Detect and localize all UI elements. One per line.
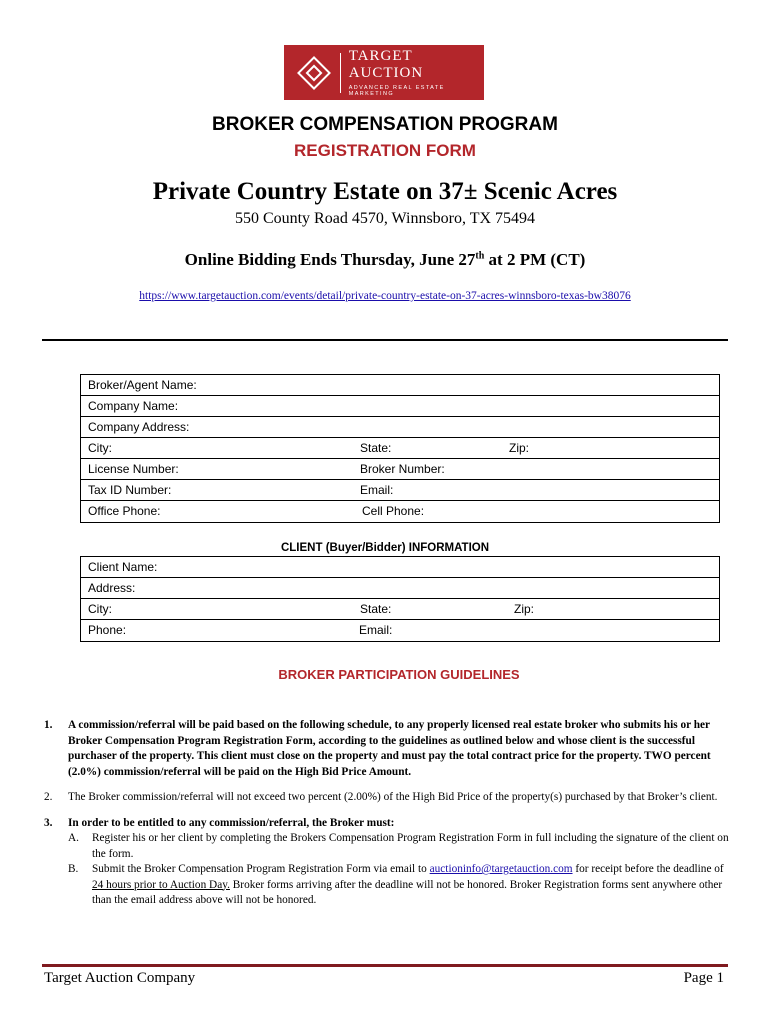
form-heading: REGISTRATION FORM [294,141,476,160]
guidelines-heading: BROKER PARTICIPATION GUIDELINES [278,667,520,682]
table-row [81,599,719,620]
guideline-item-3 [44,816,729,909]
logo-divider [340,53,341,93]
license-number-label: License Number: [88,462,179,476]
item-number: 1. [44,719,53,731]
guidelines-list [44,718,729,919]
tax-id-label: Tax ID Number: [88,483,172,497]
client-address-label: Address: [88,581,136,595]
logo-text [349,48,484,97]
table-row [81,501,719,522]
bidding-end [0,250,770,270]
table-row [81,578,719,599]
broker-number-label: Broker Number: [360,462,445,476]
property-title: Private Country Estate on 37± Scenic Acres [152,178,618,205]
bidding-sup: th [475,250,485,262]
sub-text-part-1: Submit the Broker Compensation Program Registration Form via email to [92,863,430,875]
client-email-label: Email: [359,623,393,637]
item-text: In order to be entitled to any commission/referral, the Broker must: [68,816,395,829]
table-row [81,396,719,417]
city-label: City: [88,441,112,455]
bidding-prefix: Online Bidding Ends Thursday, June 27 [184,250,476,269]
logo-title: TARGET AUCTION [348,48,424,81]
table-row [81,620,719,641]
client-city-label: City: [88,602,112,616]
diamond-logo-icon [296,55,330,91]
state-label: State: [360,441,392,455]
table-row [81,375,719,396]
table-row [81,459,719,480]
sub-text-part-3: Broker forms arriving after the deadline will not be honored. Broker Registration forms sent anywhere other than the email address above will not be honored. [92,878,723,906]
program-heading: BROKER COMPENSATION PROGRAM [212,114,558,135]
auction-link[interactable]: https://www.targetauction.com/events/detail/private-country-estate-on-37-acres-winnsboro-texas-bw38076 [139,290,631,302]
sub-text-part-2: for receipt before the deadline of [572,863,724,875]
bidding-suffix: at 2 PM (CT) [484,250,586,269]
logo-subtitle: ADVANCED REAL ESTATE MARKETING [348,85,445,97]
company-name-label: Company Name: [88,399,179,413]
email-label: Email: [360,483,394,497]
broker-info-table [80,374,720,523]
client-zip-label: Zip: [514,602,535,616]
guideline-item-2 [44,790,729,806]
table-row [81,438,719,459]
item-number: 2. [44,791,53,803]
sub-text: Register his or her client by completing the Brokers Compensation Program Registration Form in full including the signature of the client on the form. [92,832,729,860]
office-phone-label: Office Phone: [88,504,161,518]
table-row [81,557,719,578]
client-state-label: State: [360,602,392,616]
sub-letter: A. [68,832,79,844]
item-text: A commission/referral will be paid based on the following schedule, to any properly licensed real estate broker who submits his or her Broker Compensation Program Registration Form, according to the guidelines as outlined below and whose client is the successful purchaser of the property. This client must close on the property and must pay the total contract price for the property. TWO percent (2.0%) commission/referral will be paid on the High Bid Price Amount. [68,719,711,778]
zip-label: Zip: [509,441,530,455]
cell-phone-label: Cell Phone: [362,504,425,518]
company-address-label: Company Address: [88,420,190,434]
sub-letter: B. [68,863,79,875]
footer-rule [42,964,728,967]
client-info-heading: CLIENT (Buyer/Bidder) INFORMATION [280,542,490,554]
sub-item-b [68,862,729,909]
sub-item-a [68,831,729,862]
client-info-table [80,556,720,642]
client-name-label: Client Name: [88,560,158,574]
client-phone-label: Phone: [88,623,127,637]
footer-page-number: Page 1 [683,970,724,986]
item-text: The Broker commission/referral will not exceed two percent (2.00%) of the High Bid Price of the property(s) purchased by that Broker’s client. [68,791,718,803]
item-number: 3. [44,816,53,829]
footer-company: Target Auction Company [44,970,196,986]
header-rule [42,339,728,341]
table-row [81,417,719,438]
table-row [81,480,719,501]
guideline-item-1 [44,718,729,780]
email-link[interactable]: auctioninfo@targetauction.com [429,863,573,875]
deadline-text: 24 hours prior to Auction Day. [92,878,230,891]
property-address: 550 County Road 4570, Winnsboro, TX 75494 [234,210,536,227]
target-auction-logo [284,45,484,100]
broker-agent-name-label: Broker/Agent Name: [88,378,197,392]
